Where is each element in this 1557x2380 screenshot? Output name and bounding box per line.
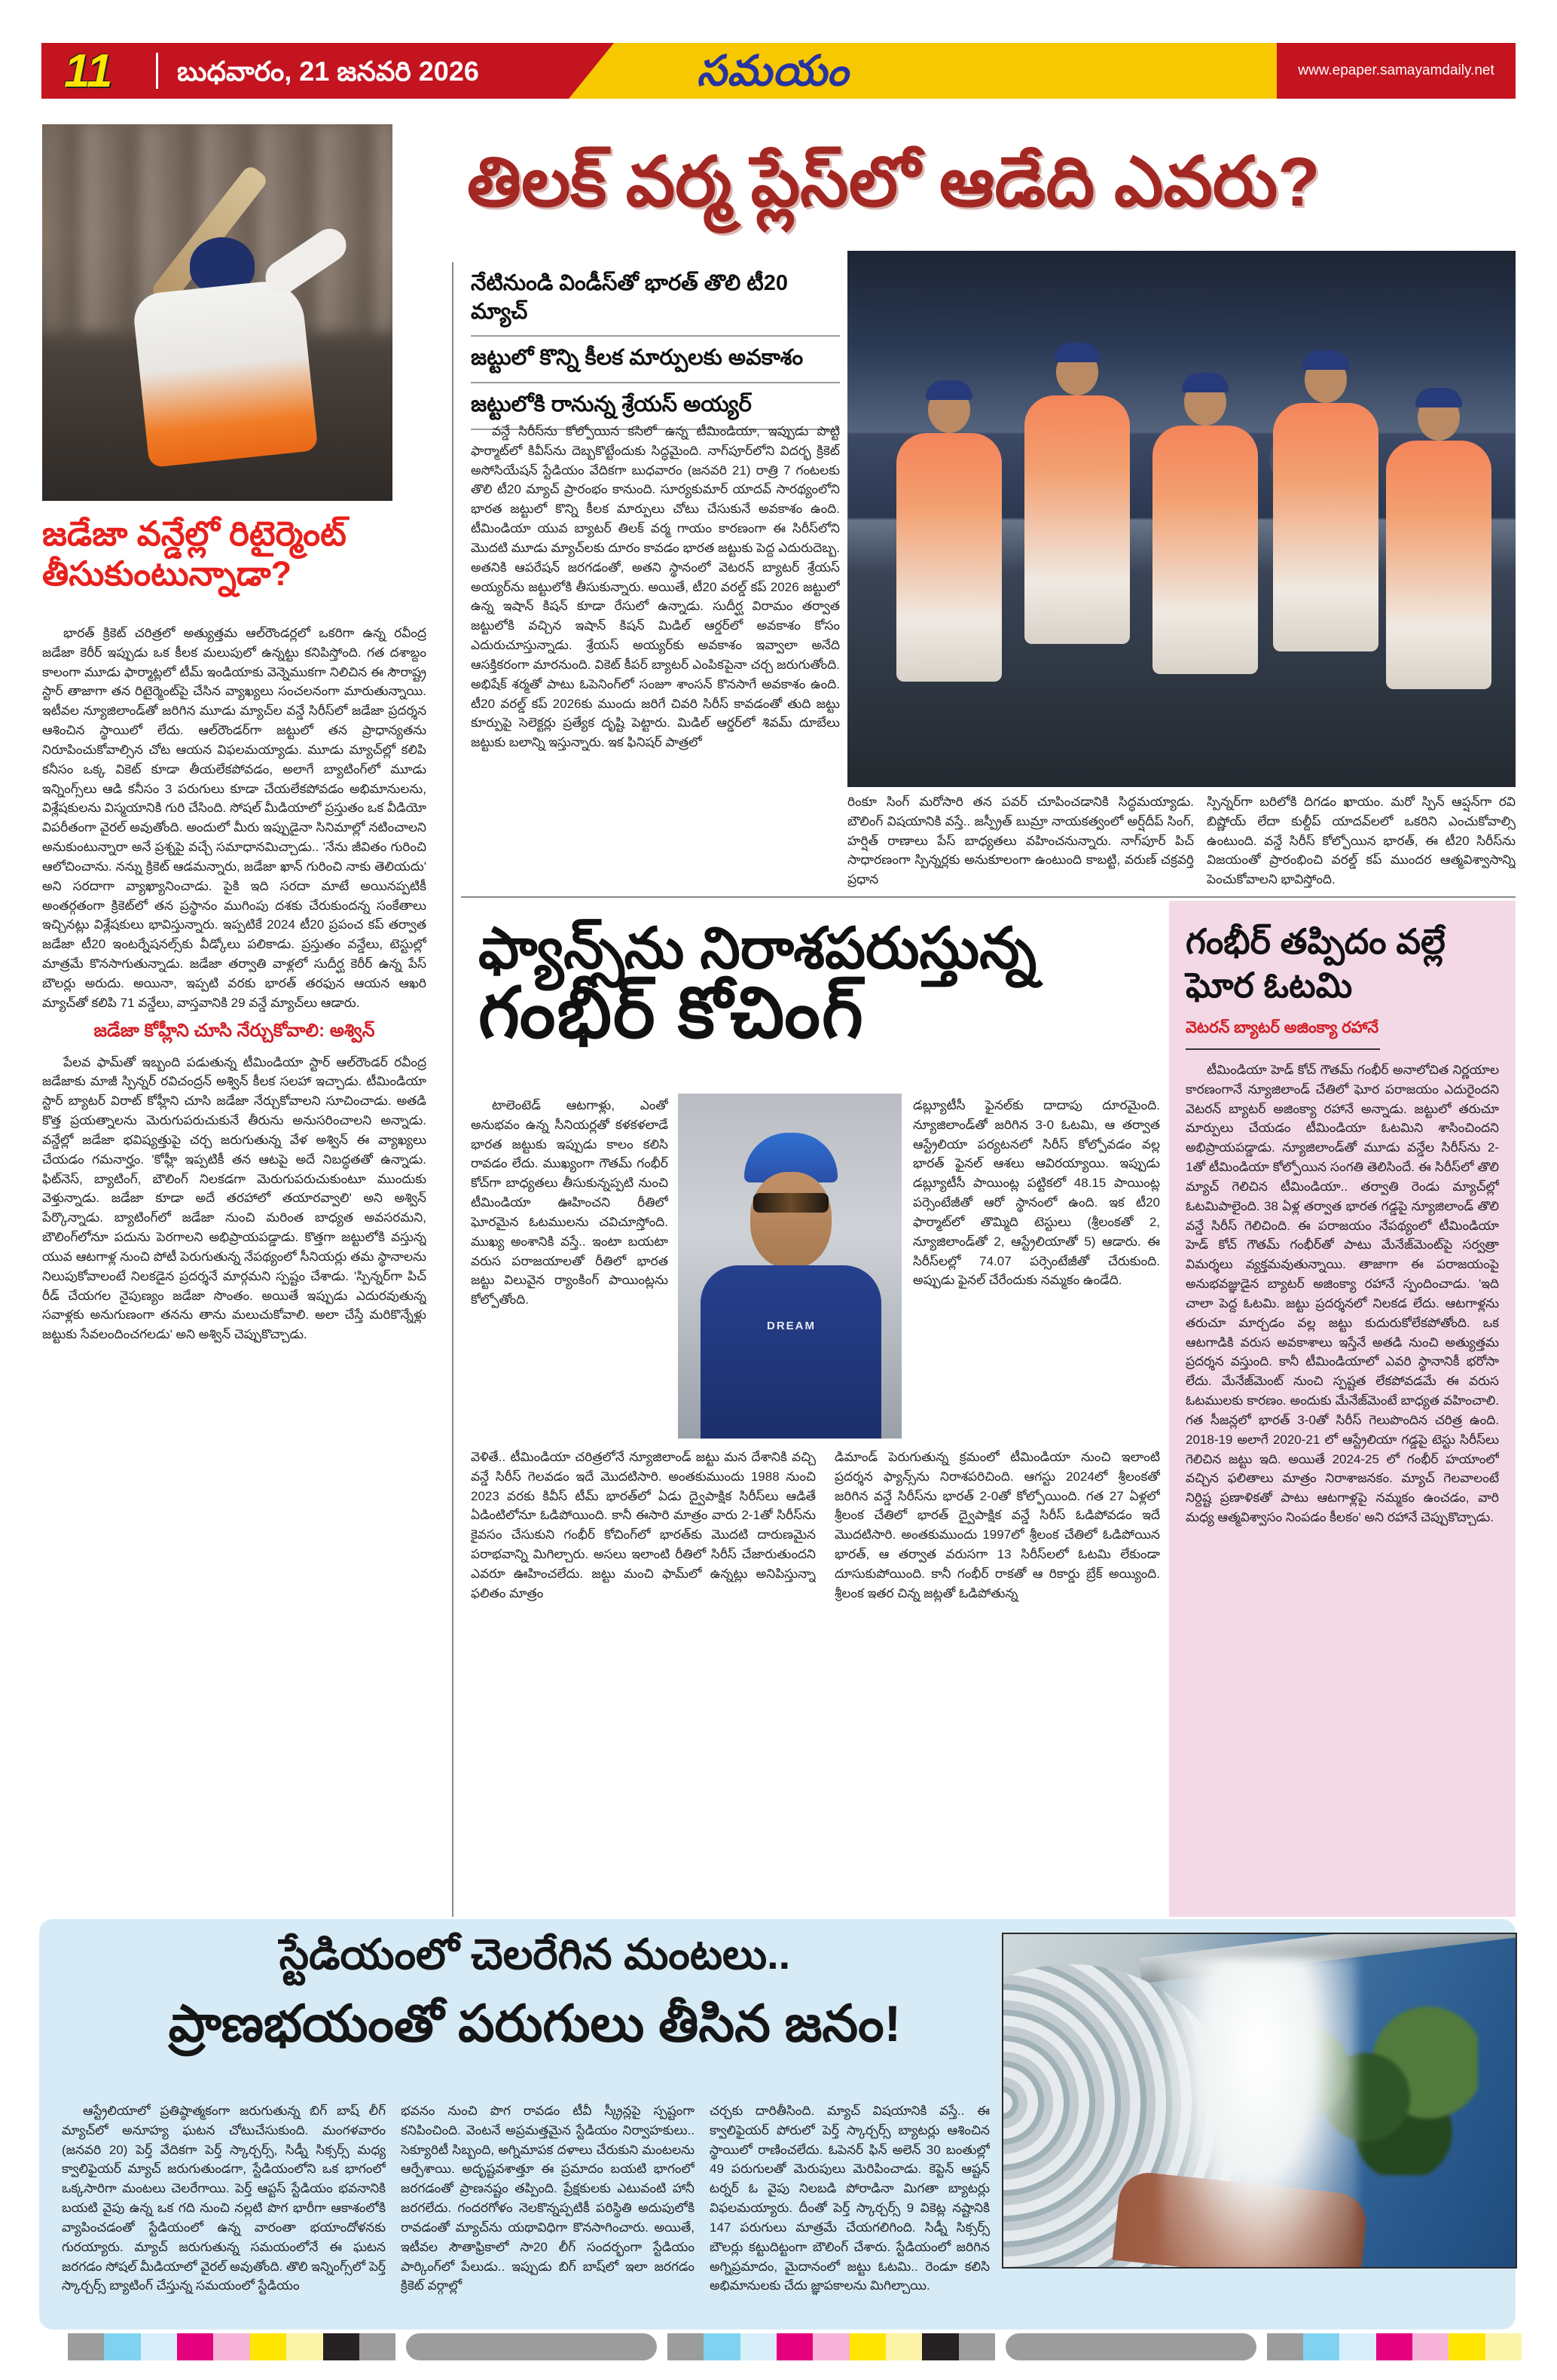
fire-headline [68, 1930, 1002, 2066]
website-url[interactable]: www.epaper.samayamdaily.net [1298, 63, 1494, 78]
page-number: 11 [64, 45, 113, 97]
calibration-segment [1449, 2333, 1485, 2360]
calibration-segment [286, 2333, 322, 2360]
calibration-segment [1485, 2333, 1522, 2360]
player-figure [1149, 379, 1262, 695]
rahane-body: టీమిండియా హెడ్ కోచ్ గౌతమ్ గంభీర్ అనాలోచిత నిర్ణయాల కారణంగానే న్యూజిలాండ్ చేతిలో ఘోర పరాజయం ఎదురైందని వెటరన్ బ్యాటర్ అజింక్యా రహానే అన్నాడు. జట్టులో తరుచూ మార్పులు చేయడం టీమిండియా ఓటమిని శాసించిందని అభిప్రాయపడ్డాడు. న్యూజిలాండ్‌తో మూడు వన్డేల సిరీస్‌ను 2-1తో టీమిండియా కోల్పోయిన సంగతి తెలిసిందే. ఈ సిరీస్‌లో తొలి మ్యాచ్ గెలిచిన టీమిండియా.. తర్వాతి రెండు మ్యాచ్‌ల్లో ఓటమిపాలైంది. 38 ఏళ్ల తర్వాత భారత గడ్డపై న్యూజిలాండ్ తొలి వన్డే సిరీస్ గెలిచింది. ఈ పరాజయం నేపథ్యంలో టీమిండియా హెడ్ కోచ్ గౌతమ్ గంభీర్‌తో పాటు మేనేజ్‌మెంట్‌పై సర్వత్రా విమర్శలు వ్యక్తమవుతున్నాయి. తాజాగా ఈ పరాజయంపై అనుభవజ్ఞుడైన బ్యాటర్ అజింక్యా రహానే స్పందించాడు. 'ఇది చాలా పెద్ద ఓటమి. జట్టు ప్రదర్శనలో నిలకడ లేదు. ఆటగాళ్లను తరుచూ మార్చడం వల్ల జట్టు కుదురుకోలేకపోతోంది. ఒక ఆటగాడికి వరుస అవకాశాలు ఇస్తేనే అతడి నుంచి అత్యుత్తమ ప్రదర్శన వస్తుంది. కానీ టీమిండియాలో ఎవరి స్థానానికీ భరోసా లేదు. మేనేజ్‌మెంట్ నుంచి స్పష్టత లేకపోవడమే ఈ వరుస ఓటములకు కారణం. అందుకు మేనేజ్‌మెంటే బాధ్యత వహించాలి. గత సీజన్లలో భారత్ 3-0తో సిరీస్ గెలుపొందిన చరిత్ర ఉంది. 2018-19 అలాగే 2020-21 లో ఆస్ట్రేలియా గడ్డపై టెస్టు సిరీస్‌లు గెలిచిన జట్టు ఇది. అయితే 2024-25 లో గంభీర్ హయాంలో వచ్చిన ఫలితాలు మాత్రం నిరాశాజనకం. మ్యాచ్ గెలవాలంటే నిర్దిష్ట ప్రణాళికతో పాటు ఆటగాళ్లపై నమ్మకం ఉంచడం, వారి మధ్య ఆత్మవిశ్వాసం నింపడం కీలకం' అని రహానే చెప్పుకొచ్చాడు. [1186, 1063, 1499, 1525]
gambhir-portrait-photo [678, 1094, 902, 1439]
jadeja-headline: జడేజా వన్డేల్లో రిటైర్మెంట్ తీసుకుంటున్నాడా? [42, 514, 347, 593]
calibration-segment [359, 2333, 395, 2360]
batsman-jersey-shape [132, 278, 319, 468]
fire-body-col3: చర్చకు దారితీసింది. మ్యాచ్ విషయానికి వస్తే.. ఈ క్వాలిఫైయర్ పోరులో పెర్త్ స్కార్చర్స్ బ్యాటర్లు ఆశించిన స్థాయిలో రాణించలేదు. ఓపెనర్ ఫిన్ అలెన్ 30 బంతుల్లో 49 పరుగులతో మెరుపులు మెరిపించాడు. కెప్టెన్ ఆష్టన్ టర్నర్ ఓ వైపు నిలబడి పోరాడినా మిగతా బ్యాటర్లు విఫలమయ్యారు. దీంతో పెర్త్ స్కార్చర్స్ 9 వికెట్ల నష్టానికి 147 పరుగులు మాత్రమే చేయగలిగింది. సిడ్నీ సిక్సర్స్ బౌలర్లు కట్టుదిట్టంగా బౌలింగ్ చేశారు. స్టేడియంలో జరిగిన అగ్నిప్రమాదం, మైదానంలో జట్టు ఓటమి.. రెండూ కలిసి అభిమానులకు చేదు జ్ఞాపకాలను మిగిల్చాయి. [710, 2104, 990, 2293]
rahane-byline: వెటరన్ బ్యాటర్ అజింక్యా రహానే [1186, 1019, 1379, 1036]
fire-body-col2: భవనం నుంచి పొగ రావడం టీవీ స్క్రీన్లపై స్పష్టంగా కనిపించింది. వెంటనే అప్రమత్తమైన స్టేడియం నిర్వాహకులు.. సెక్యూరిటీ సిబ్బంది, అగ్నిమాపక దళాలు చేరుకుని మంటలను ఆర్పేశాయి. అదృష్టవశాత్తూ ఈ ప్రమాదం బయటి భాగంలో జరగడంతో ప్రాణనష్టం తప్పింది. ప్రేక్షకులకు ఎటువంటి హానీ జరగలేదు. గందరగోళం నెలకొన్నప్పటికీ పరిస్థితి అదుపులోకి రావడంతో మ్యాచ్‌ను యథావిధిగా కొనసాగించారు. అయితే, ఇటీవల సౌతాఫ్రికాలో సా20 లీగ్ సందర్భంగా స్టేడియం పార్కింగ్‌లో పేలుడు.. ఇప్పుడు బిగ్ బాష్‌లో ఇలా జరగడం క్రికెట్ వర్గాల్లో [401, 2104, 695, 2293]
gambhir-headline-line2: గంభీర్ కోచింగ్ [478, 973, 865, 1052]
calibration-segment [813, 2333, 849, 2360]
masthead-separator [156, 53, 158, 89]
jadeja-subhead-ashwin: జడేజా కోహ్లీని చూసి నేర్చుకోవాలి: అశ్విన్ [93, 1020, 375, 1041]
calibration-segment [740, 2333, 777, 2360]
jersey-sponsor-label: DREAM [767, 1320, 816, 1332]
print-calibration-bar [68, 2333, 1522, 2360]
calibration-segment [959, 2333, 995, 2360]
website-panel [1277, 43, 1516, 99]
calibration-segment [213, 2333, 249, 2360]
column-rule-vertical [452, 262, 453, 1917]
calibration-segment [141, 2333, 177, 2360]
calibration-segment [886, 2333, 922, 2360]
fire-headline-line2: ప్రాణభయంతో పరుగులు తీసిన జనం! [168, 1995, 902, 2052]
jadeja-body-1: భారత్ క్రికెట్ చరిత్రలో అత్యుత్తమ ఆల్‌రౌండర్లలో ఒకరిగా ఉన్న రవీంద్ర జడేజా కెరీర్ ఇప్పుడు ఒక కీలక మలుపులో ఉన్నట్టు కనిపిస్తోంది. గత దశాబ్దం కాలంగా మూడు ఫార్మాట్లలో టీమ్ ఇండియాకు వెన్నెముకగా నిలిచిన ఈ సౌరాష్ట్ర స్టార్ తాజాగా తన రిటైర్మెంట్‌పై చేసిన వ్యాఖ్యలు సంచలనంగా మారుతున్నాయి. ఇటీవల న్యూజిలాండ్‌తో జరిగిన మూడు మ్యాచ్‌ల వన్డే సిరీస్‌లో జడేజా ప్రదర్శన ఆశించిన స్థాయిలో లేదు. ఆల్‌రౌండర్‌గా జట్టులో తన ప్రాధాన్యతను నిరూపించుకోవాల్సిన చోట ఆయన విఫలమయ్యాడు. మూడు మ్యాచ్‌ల్లో కలిపి కనీసం ఒక్క వికెట్ కూడా తీయలేకపోవడం, అలాగే బ్యాటింగ్‌లో మూడు ఇన్నింగ్స్‌లు ఆడి కనీసం 3 పరుగులు కూడా చేయలేకపోవడం అభిమానులను, విశ్లేషకులను విస్మయానికి గురి చేసింది. సోషల్ మీడియాలో ప్రస్తుతం ఒక వీడియో విపరీతంగా వైరల్ అవుతోంది. అందులో మీరు ఇప్పుడైనా సినిమాల్లో నటించాలని అనుకుంటున్నారా అనే ప్రశ్నపై వచ్చే సమాధానమిచ్చాడు.. 'నేను జీవితం గురించి ఆలోచించాను. నన్ను క్రికెట్ ఆడమన్నారు, జడేజా ఖాన్ గురించి నాకు తెలియదు' అని సరదాగా వ్యాఖ్యానించాడు. పైకి ఇది సరదా మాటే అయినప్పటికీ అంతర్గతంగా క్రికెట్‌లో తన ప్రస్థానం ముగింపు దశకు చేరుకుందన్న సంకేతాలు ఇచ్చినట్లు విశ్లేషకులు భావిస్తున్నారు. ఇప్పటికే 2024 టీ20 ప్రపంచ కప్ తర్వాత జడేజా టీ20 ఇంటర్నేషనల్స్‌కు వీడ్కోలు పలికాడు. ప్రస్తుతం వన్డేలు, టెస్టుల్లో మాత్రమే కొనసాగుతున్నాడు. జడేజా తర్వాతి వాళ్లలో సుదీర్ఘ కెరీర్ ఉన్న పేస్ బౌలర్లు అరుదు. అయినా, ఇప్పటి వరకు భారత్ తరఫున ఆయన ఆఖరి మ్యాచ్‌తో కలిపి 71 వన్డేలు, వాస్తవానికి 29 వన్డే మ్యాచ్‌లు ఆడారు. [42, 626, 426, 1010]
calibration-segment [667, 2333, 704, 2360]
newspaper-logo: సమయం [697, 47, 849, 94]
calibration-segment [850, 2333, 886, 2360]
tilak-headline: తిలక్ వర్మ ప్లేస్‌లో ఆడేది ఎవరు? [467, 144, 1320, 221]
calibration-segment [177, 2333, 213, 2360]
calibration-segment [1376, 2333, 1412, 2360]
calibration-segment [704, 2333, 740, 2360]
gambhir-sunglasses-shape [753, 1193, 829, 1213]
gambhir-face-shape [750, 1172, 832, 1268]
calibration-long-bar [1006, 2333, 1256, 2360]
deck-line-1: నేటినుండి విండీస్‌తో భారత్ తొలి టీ20 మ్యాచ్ [471, 262, 840, 337]
calibration-segment [104, 2333, 140, 2360]
player-figure [1382, 394, 1495, 710]
byline-rule [1186, 1048, 1380, 1050]
tilak-body-col2: రింకూ సింగ్ మరోసారి తన పవర్ చూపించడానికి సిద్ధమయ్యాడు. బౌలింగ్ విషయానికి వస్తే.. జస్ప్రీత్ బుమ్రా నాయకత్వంలో అర్ష్‌దీప్ సింగ్, హర్షిత్ రాణాలు పేస్ బాధ్యతలు వహించనున్నారు. నాగ్‌పూర్ పిచ్ సాధారణంగా స్పిన్నర్లకు అనుకూలంగా ఉంటుంది కాబట్టి, వరుణ్ చక్రవర్తి ప్రధాన [847, 795, 1194, 887]
fire-body-col1: ఆస్ట్రేలియాలో ప్రతిష్ఠాత్మకంగా జరుగుతున్న బిగ్ బాష్ లీగ్ మ్యాచ్‌లో అనూహ్య ఘటన చోటుచేసుకుంది. మంగళవారం (జనవరి 20) పెర్త్ వేదికగా పెర్త్ స్కార్చర్స్, సిడ్నీ సిక్సర్స్ మధ్య క్వాలిఫైయర్ మ్యాచ్ జరుగుతుండగా, స్టేడియంలోని ఒక భాగంలో ఒక్కసారిగా మంటలు చెలరేగాయి. పెర్త్ ఆప్టస్ స్టేడియం భవనానికి బయటి వైపు ఉన్న ఒక గది నుంచి నల్లటి పొగ భారీగా ఆకాశంలోకి వ్యాపించడంతో స్టేడియంలో ఉన్న వారంతా భయాందోళనకు గురయ్యారు. మ్యాచ్ జరుగుతున్న సమయంలోనే ఈ ఘటన జరగడం సోషల్ మీడియాలో వైరల్ అవుతోంది. తొలి ఇన్నింగ్స్‌లో పెర్త్ స్కార్చర్స్ బ్యాటింగ్ చేస్తున్న సమయంలో స్టేడియం [62, 2104, 386, 2293]
stadium-fire-photo [1002, 1933, 1517, 2269]
calibration-segment [68, 2333, 104, 2360]
rahane-article-box [1169, 901, 1516, 1917]
calibration-segment [1339, 2333, 1375, 2360]
gambhir-body-col1: టాలెంటెడ్ ఆటగాళ్లు, ఎంతో అనుభవం ఉన్న సీనియర్లతో కళకళలాడే భారత జట్టుకు ఇప్పుడు కాలం కలిసి రావడం లేదు. ముఖ్యంగా గౌతమ్ గంభీర్ కోచ్‌గా బాధ్యతలు తీసుకున్నప్పటి నుంచి టీమిండియా ఊహించని రీతిలో ఘోరమైన ఓటములను చవిచూస్తోంది. ముఖ్య అంశానికి వస్తే.. ఇంటా బయటా వరుస పరాజయాలతో రీతిలో భారత జట్టు విలువైన ర్యాంకింగ్ పాయింట్లను కోల్పోతోంది. [471, 1098, 668, 1307]
calibration-segment [777, 2333, 813, 2360]
masthead-band [41, 43, 1516, 99]
calibration-segment [1303, 2333, 1339, 2360]
player-figure [1021, 349, 1134, 665]
gambhir-body-col3: వెళితే.. టీమిండియా చరిత్రలోనే న్యూజిలాండ్ జట్టు మన దేశానికి వచ్చి వన్డే సిరీస్ గెలవడం ఇదే మొదటిసారి. అంతకుముందు 1988 నుంచి 2023 వరకు కివీస్ టీమ్ భారత్‌లో ఏడు ద్వైపాక్షిక సిరీస్‌లు ఆడితే ఏడింటిలోనూ ఓడిపోయింది. కానీ ఈసారి మాత్రం వారు 2-1తో సిరీస్‌ను కైవసం చేసుకుని గంభీర్ కోచింగ్‌లో భారత్‌కు మొదటి దారుణమైన పరాభవాన్ని మిగిల్చారు. అసలు ఇలాంటి రీతిలో సిరీస్ చేజారుతుందని ఎవరూ ఊహించలేదు. జట్టు మంచి ఫామ్‌లో ఉన్నట్లు అనిపిస్తున్నా ఫలితం మాత్రం [471, 1450, 816, 1600]
gambhir-headline [478, 917, 1164, 1052]
calibration-segment [922, 2333, 958, 2360]
smoke-plume-shape [1162, 1957, 1357, 2269]
calibration-segment [1267, 2333, 1303, 2360]
gambhir-headline-line1: ఫ్యాన్స్‌ను నిరాశపరుస్తున్న [478, 917, 1036, 981]
tilak-deck-box [471, 262, 840, 430]
deck-line-3: జట్టులోకి రానున్న శ్రేయస్ అయ్యర్ [471, 383, 840, 430]
jadeja-batsman-photo [42, 124, 392, 501]
player-figure [1269, 356, 1382, 673]
calibration-segment [250, 2333, 286, 2360]
gambhir-jersey-shape [701, 1265, 881, 1439]
jadeja-article [42, 624, 426, 1917]
jadeja-body-2: పేలవ ఫామ్‌తో ఇబ్బంది పడుతున్న టీమిండియా స్టార్ ఆల్‌రౌండర్ రవీంద్ర జడేజాకు మాజీ స్పిన్నర్ రవిచంద్రన్ అశ్విన్ కీలక సలహా ఇచ్చాడు. టీమిండియా స్టార్ బ్యాటర్ విరాట్ కోహ్లీని చూసి జడేజా నేర్చుకోవాలని సూచించాడు. అతడి కొత్త ప్రయత్నాలను మెరుగుపరుచుకునే తీరును అనుసరించాలని అన్నాడు. వన్డేల్లో జడేజా భవిష్యత్తుపై చర్చ జరుగుతున్న వేళ అశ్విన్ ఈ వ్యాఖ్యలు చేయడం గమనార్హం. 'కోహ్లీ ఇప్పటికీ తన ఆటపై అదే నిబద్ధతతో ఉన్నాడు. ఫిట్‌నెస్, బ్యాటింగ్, బౌలింగ్ నిలకడగా మెరుగుపరుచుకుంటూ ముందుకు వెళ్తున్నాడు. జడేజా కూడా అదే తరహాలో తయారవ్వాలి' అని అశ్విన్ పేర్కొన్నాడు. బ్యాటింగ్‌లో జడేజా నుంచి మరింత బాధ్యత అవసరమని, బౌలింగ్‌లోనూ పదును పెరగాలని అభిప్రాయపడ్డాడు. కొత్తగా జట్టులోకి వస్తున్న యువ ఆటగాళ్ల నుంచి పోటీ పెరుగుతున్న నేపథ్యంలో సీనియర్లు తమ స్థానాలను నిలుపుకోవాలంటే నిలకడైన ప్రదర్శనే మార్గమని స్పష్టం చేశాడు. 'స్పిన్నర్‌గా పిచ్ రీడ్ చేయగల నైపుణ్యం జడేజా సొంతం. అయితే ఇప్పుడు ఎదురవుతున్న సవాళ్లకు అనుగుణంగా తనను తాను మలుచుకోవాలి. అలా చేస్తే మరికొన్నేళ్లు జట్టుకు సేవలందించగలడు' అని అశ్విన్ చెప్పుకొచ్చాడు. [42, 1054, 426, 1342]
tilak-body-col1: వన్డే సిరీస్‌ను కోల్పోయిన కసిలో ఉన్న టీమిండియా, ఇప్పుడు పొట్టి ఫార్మాట్‌లో కివీస్‌ను దెబ్బకొట్టేందుకు సిద్ధమైంది. నాగ్‌పూర్‌లోని విదర్భ క్రికెట్ అసోసియేషన్ స్టేడియం వేదికగా బుధవారం (జనవరి 21) రాత్రి 7 గంటలకు తొలి టీ20 మ్యాచ్ ప్రారంభం కానుంది. సూర్యకుమార్ యాదవ్ సారథ్యంలోని భారత జట్టులో కొన్ని కీలక మార్పులు చోటు చేసుకునే అవకాశం ఉంది. టీమిండియా యువ బ్యాటర్ తిలక్ వర్మ గాయం కారణంగా ఈ సిరీస్‌లోని మొదటి మూడు మ్యాచ్‌లకు దూరం కావడం భారత జట్టుకు పెద్ద ఎదురుదెబ్బ. అతనికి ఆపరేషన్ జరగడంతో, అతని స్థానంలో వెటరన్ బ్యాటర్ శ్రేయస్ అయ్యర్‌ను జట్టులోకి తీసుకున్నారు. అయితే, టీ20 వరల్డ్ కప్ 2026 జట్టులో ఉన్న ఇషాన్ కిషన్ కూడా రేసులో ఉన్నాడు. సుదీర్ఘ విరామం తర్వాత జట్టులోకి వచ్చిన ఇషాన్ కిషన్ మిడిల్ ఆర్డర్‌లో అవకాశం కోసం ఎదురుచూస్తున్నాడు. శ్రేయస్ అయ్యర్‌కు అవకాశం ఇవ్వాలా అనేది ఆసక్తికరంగా మారనుంది. వికెట్ కీపర్ బ్యాటర్ ఎంపికపైనా చర్చ జరుగుతోంది. అభిషేక్ శర్మతో పాటు ఓపెనింగ్‌లో సంజూ శాంసన్ కొనసాగే అవకాశం ఉంది. టీ20 వరల్డ్ కప్ 2026కు ముందు జరిగే చివరి సిరీస్ కావడంతో తుది జట్టు కూర్పుపై సెలెక్టర్లు ప్రత్యేక దృష్టి పెట్టారు. మిడిల్ ఆర్డర్‌లో శివమ్ దూబేలు జట్టుకు బలాన్ని ఇస్తున్నారు. ఇక ఫినిషర్ పాత్రలో [471, 424, 840, 750]
calibration-long-bar [406, 2333, 657, 2360]
fire-headline-line1: స్టేడియంలో చెలరేగిన మంటలు.. [279, 1930, 791, 1978]
calibration-segment [1412, 2333, 1449, 2360]
deck-line-2: జట్టులో కొన్ని కీలక మార్పులకు అవకాశం [471, 337, 840, 383]
article-rule-horizontal [461, 896, 1516, 898]
edition-date: బుధవారం, 21 జనవరి 2026 [177, 56, 479, 87]
calibration-segment [323, 2333, 359, 2360]
tilak-body-col3: స్పిన్నర్‌గా బరిలోకి దిగడం ఖాయం. మరో స్పిన్ ఆప్షన్‌గా రవి బిష్ణోయ్ లేదా కుల్దీప్ యాదవ్‌లలో ఒకరిని ఎంచుకోవాల్సి ఉంటుంది. వన్డే సిరీస్ కోల్పోయిన భారత్, ఈ టీ20 సిరీస్‌ను విజయంతో ప్రారంభించి వరల్డ్ కప్ ముందర ఆత్మవిశ్వాసాన్ని పెంచుకోవాలని భావిస్తోంది. [1207, 795, 1516, 887]
team-india-photo [847, 251, 1516, 787]
gambhir-body-col2: డబ్ల్యూటీసీ ఫైనల్‌కు దాదాపు దూరమైంది. న్యూజిలాండ్‌తో జరిగిన 3-0 ఓటమి, ఆ తర్వాత ఆస్ట్రేలియా పర్యటనలో సిరీస్ కోల్పోవడం వల్ల భారత్ ఫైనల్ ఆశలు ఆవిరయ్యాయి. ఇప్పుడు డబ్ల్యూటీసీ పాయింట్ల పట్టికలో 48.15 పాయింట్ల పర్సెంటేజీతో ఆరో స్థానంలో ఉంది. ఇక టీ20 ఫార్మాట్‌లో తొమ్మిది టెస్టులు (శ్రీలంకతో 2, న్యూజిలాండ్‌తో 2, ఆస్ట్రేలియాతో 5) ఆడారు. ఈ సిరీస్‌లల్లో 74.07 పర్సెంటేజీతో చేరుకుంది. అప్పుడు ఫైనల్ చేరేందుకు నమ్మకం ఉండేది. [913, 1098, 1160, 1288]
rahane-headline: గంభీర్ తప్పిదం వల్లే ఘోర ఓటమి [1186, 922, 1446, 1005]
gambhir-body-col4: డిమాండ్ పెరుగుతున్న క్రమంలో టీమిండియా నుంచి ఇలాంటి ప్రదర్శన ఫ్యాన్స్‌ను నిరాశపరిచింది. ఆగస్టు 2024లో శ్రీలంకతో జరిగిన వన్డే సిరీస్‌ను భారత్ 2-0తో కోల్పోయింది. గత 27 ఏళ్లలో శ్రీలంక చేతిలో భారత్ ద్వైపాక్షిక వన్డే సిరీస్ ఓడిపోవడం ఇదే మొదటిసారి. అంతకుముందు 1997లో శ్రీలంక చేతిలో ఓడిపోయిన భారత్, ఆ తర్వాత వరుసగా 13 సిరీస్‌లలో ఓటమి లేకుండా దూసుకుపోయింది. కానీ గంభీర్ రాకతో ఆ రికార్డు బ్రేక్ అయ్యింది. శ్రీలంక ఇతర చిన్న జట్లతో ఓడిపోతున్న [835, 1450, 1160, 1600]
player-figure [893, 386, 1006, 703]
